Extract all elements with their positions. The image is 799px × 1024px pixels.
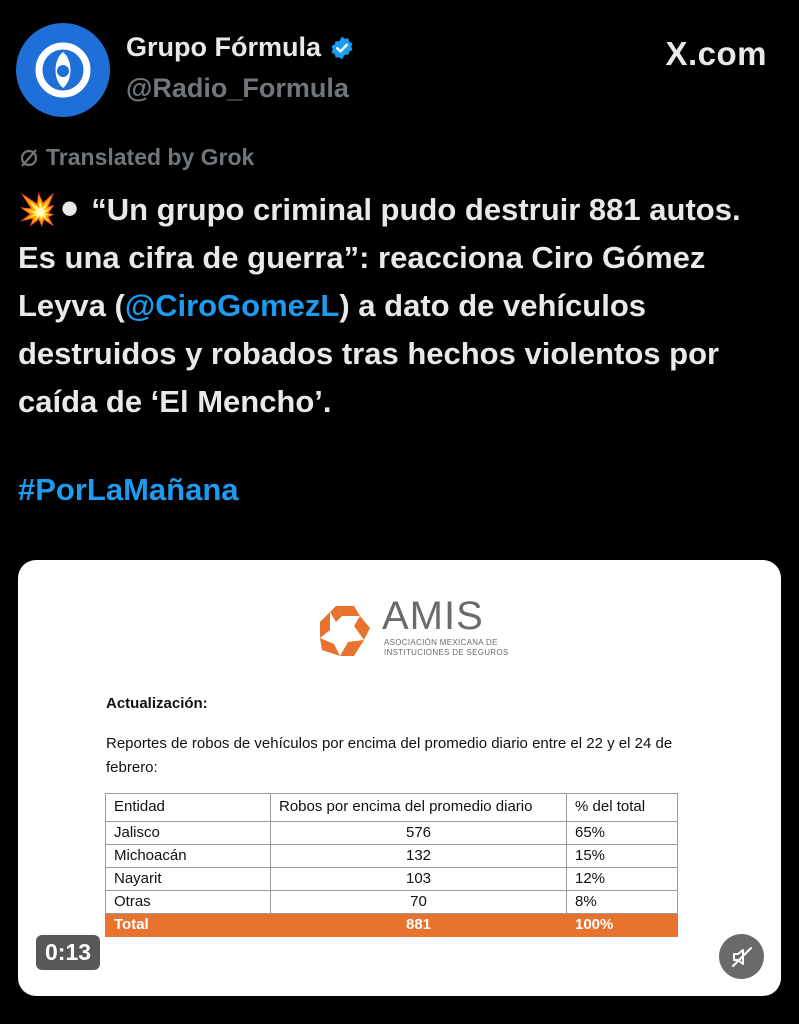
tweet-text-part-2: ) a dato de vehículos destruidos y robados tras hechos violentos por caída de ‘El Mencho’. (18, 288, 720, 419)
table-cell: 8% (567, 891, 678, 914)
table-row (106, 822, 678, 845)
table-cell: 100% (567, 914, 678, 937)
table-cell: 103 (271, 868, 567, 891)
table-cell: Otras (106, 891, 271, 914)
avatar[interactable] (16, 23, 110, 117)
theft-report-table (105, 793, 678, 937)
speaker-muted-icon (730, 945, 754, 969)
amis-subtitle-line-2: INSTITUCIONES DE SEGUROS (384, 648, 509, 657)
table-total-row (106, 914, 678, 937)
account-handle[interactable]: @Radio_Formula (126, 73, 349, 103)
hashtag-link[interactable]: #PorLaMañana (18, 472, 239, 507)
radio-formula-logo-icon (31, 38, 95, 102)
verified-badge-icon (329, 35, 355, 61)
table-header: Robos por encima del promedio diario (271, 794, 567, 822)
table-header-row (106, 794, 678, 822)
table-cell: 70 (271, 891, 567, 914)
table-cell: 65% (567, 822, 678, 845)
table-cell: Nayarit (106, 868, 271, 891)
table-cell: Total (106, 914, 271, 937)
grok-icon (18, 147, 40, 169)
table-cell: Jalisco (106, 822, 271, 845)
table-row (106, 845, 678, 868)
translated-label: Translated by Grok (46, 144, 255, 170)
tweet-emojis: 💥⚫ (18, 192, 83, 227)
account-name[interactable]: Grupo Fórmula (126, 32, 321, 62)
mute-button[interactable] (719, 934, 764, 979)
mention-link[interactable]: @CiroGomezL (124, 288, 340, 323)
table-cell: 132 (271, 845, 567, 868)
table-header: Entidad (106, 794, 271, 822)
amis-subtitle-line-1: ASOCIACIÓN MEXICANA DE (384, 638, 498, 647)
table-cell: 881 (271, 914, 567, 937)
table-row (106, 868, 678, 891)
amis-wordmark: AMIS (382, 594, 484, 638)
table-cell: Michoacán (106, 845, 271, 868)
tweet-text-part-1: “Un grupo criminal pudo destruir 881 autos. Es una cifra de guerra”: reacciona Ciro Gómez Leyva ( (18, 192, 741, 323)
table-cell: 12% (567, 868, 678, 891)
video-timer: 0:13 (36, 935, 100, 970)
amis-logo-icon (314, 600, 376, 662)
site-label: X.com (665, 35, 767, 72)
report-description: Reportes de robos de vehículos por encima del promedio diario entre el 22 y el 24 de febrero: (106, 735, 673, 776)
table-row (106, 891, 678, 914)
video-media[interactable] (18, 560, 781, 996)
update-title: Actualización: (106, 695, 208, 712)
translated-notice (18, 144, 254, 171)
tweet-text (18, 186, 778, 426)
table-cell: 576 (271, 822, 567, 845)
account-name-row (126, 32, 355, 63)
table-header: % del total (567, 794, 678, 822)
table-cell: 15% (567, 845, 678, 868)
amis-subtitle (384, 638, 509, 658)
